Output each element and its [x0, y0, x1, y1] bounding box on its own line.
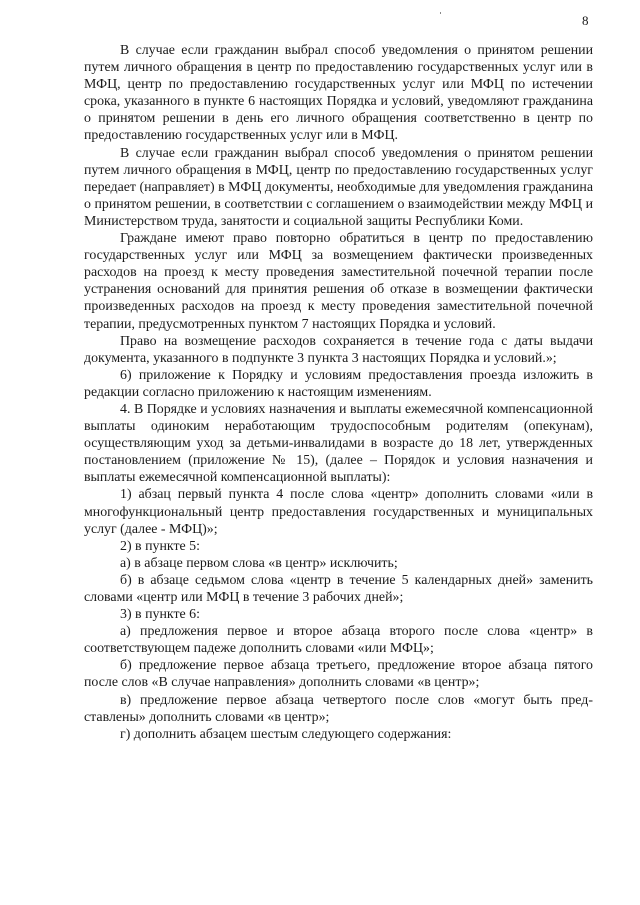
paragraph-reimbursement-right: Право на возмещение расходов сохраняется в течение года с даты выдачи документа, указанного в подпункте 3 пункта 3 настоящих Порядка и условий.»; — [84, 333, 593, 366]
paragraph-notification-personal-visit: В случае если гражданин выбрал способ уведомления о принятом решении путем личного обращения в центр по предоставлению государственных услуг или в МФЦ, центр по предоставлению государственных услуг или МФЦ по истечении срока, указанного в пункте 6 настоящих Порядка и условий, уведомляют гражданина о принятом решении в день его личного обращения соответственно в центр по предоставлению государственных услуг или в МФЦ. — [84, 43, 593, 144]
paragraph-subitem-3b: б) предложение первое абзаца третьего, предложение второе абзаца пятого после слов «В случае направления» дополнить словами «в центр»; — [84, 658, 593, 691]
paragraph-subitem-3: 3) в пункте 6: — [120, 607, 200, 623]
paragraph-item-6-appendix: 6) приложение к Порядку и условиям предоставления проезда изложить в редакции согласно приложению к настоящим изменениям. — [84, 367, 593, 400]
page-number: 8 — [582, 13, 589, 28]
document-body — [84, 42, 593, 743]
paragraph-repeat-application: Граждане имеют право повторно обратиться в центр по предоставлению государственных услуг или МФЦ за возмещением фактически произведенных расходов на проезд к месту проведения заместительной почечной терапии после устранения оснований для принятия решения об отказе в возмещении фактически произведенных расходов на проезд к месту проведения заместительной почечной терапии, предусмотренных пунктом 7 настоящих Порядка и условий. — [84, 231, 593, 332]
paragraph-subitem-3v: в) предложение первое абзаца четвертого после слов «могут быть представлены» дополнить словами «в центр»; — [84, 692, 593, 725]
paragraph-subitem-2: 2) в пункте 5: — [120, 538, 200, 554]
paragraph-subitem-3g: г) дополнить абзацем шестым следующего содержания: — [120, 726, 452, 742]
paragraph-subitem-2a: а) в абзаце первом слова «в центр» исключить; — [120, 555, 398, 571]
paragraph-subitem-2b: б) в абзаце седьмом слова «центр в течение 5 календарных дней» заменить словами «центр или МФЦ в течение 3 рабочих дней»; — [84, 572, 593, 605]
paragraph-subitem-3a: а) предложения первое и второе абзаца второго после слова «центр» в соответствующем падеже дополнить словами «или МФЦ»; — [84, 624, 593, 657]
scan-mark — [440, 12, 441, 14]
paragraph-section-4: 4. В Порядке и условиях назначения и выплаты ежемесячной компенсационной выплаты одиноким неработающим трудоспособным родителям (опекунам), осуществляющим уход за детьми-инвалидами в возрасте до 18 лет, утвержденных постановлением (приложение № 15), (далее – Порядок и условия назначения и выплаты ежемесячной компенсационной выплаты): — [84, 401, 593, 486]
paragraph-notification-mfc: В случае если гражданин выбрал способ уведомления о принятом решении путем личного обращения в МФЦ, центр по предоставлению государственных услуг передает (направляет) в МФЦ документы, необходимые для уведомления гражданина о принятом решении, в соответствии с соглашением о взаимодействии между МФЦ и Министерством труда, занятости и социальной защиты Республики Коми. — [84, 145, 593, 229]
paragraph-subitem-1: 1) абзац первый пункта 4 после слова «центр» дополнить словами «или в многофункциональный центр предоставления государственных и муниципальных услуг (далее - МФЦ)»; — [84, 487, 593, 537]
